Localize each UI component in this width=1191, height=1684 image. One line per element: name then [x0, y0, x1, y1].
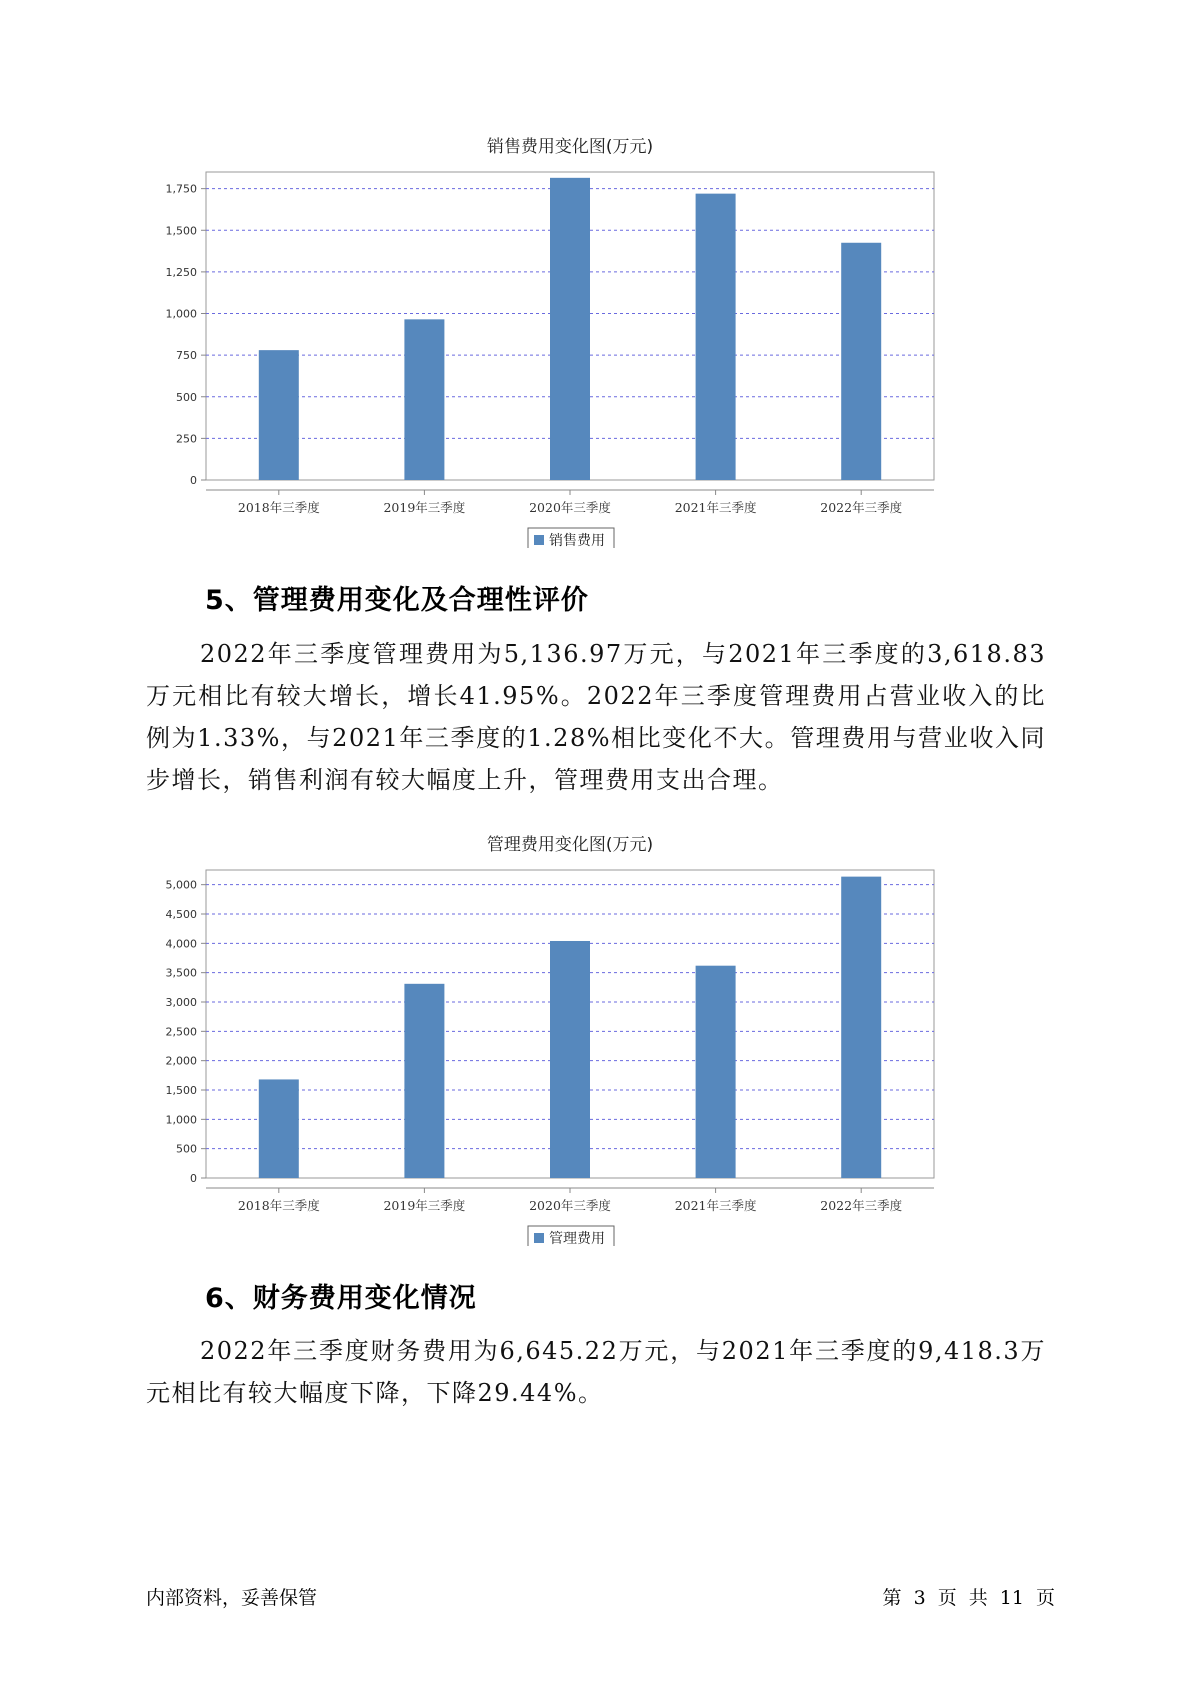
- sales-expense-chart-svg: [150, 128, 1030, 548]
- bar: [404, 319, 444, 480]
- chart-title: 销售费用变化图(万元): [486, 137, 654, 157]
- y-tick-label: 250: [176, 432, 197, 446]
- y-tick-label: 500: [176, 390, 197, 404]
- admin-expense-chart: [150, 826, 1030, 1246]
- bar: [841, 877, 881, 1178]
- x-tick-label: 2021年三季度: [674, 1198, 757, 1213]
- legend-swatch: [534, 535, 544, 545]
- legend-swatch: [534, 1233, 544, 1243]
- y-tick-label: 0: [190, 1172, 197, 1185]
- y-tick-label: 2,500: [165, 1025, 197, 1039]
- x-tick-label: 2018年三季度: [237, 500, 320, 515]
- y-tick-label: 1,000: [165, 307, 197, 321]
- bar: [259, 1079, 299, 1178]
- x-tick-label: 2019年三季度: [383, 500, 466, 515]
- y-tick-label: 1,750: [165, 182, 197, 196]
- section-5-heading: 5、管理费用变化及合理性评价: [205, 585, 589, 616]
- chart-title: 管理费用变化图(万元): [486, 835, 654, 855]
- x-tick-label: 2020年三季度: [529, 500, 611, 515]
- admin-expense-chart-svg: [150, 826, 1030, 1246]
- y-tick-label: 750: [176, 349, 197, 363]
- bar: [404, 984, 444, 1178]
- y-tick-label: 3,500: [165, 966, 197, 980]
- y-tick-label: 1,000: [165, 1113, 197, 1127]
- y-tick-label: 2,000: [165, 1054, 197, 1068]
- bar: [550, 941, 590, 1178]
- x-tick-label: 2019年三季度: [383, 1198, 466, 1213]
- bar: [696, 194, 736, 480]
- y-tick-label: 1,500: [165, 224, 197, 238]
- y-tick-label: 0: [190, 474, 197, 487]
- section-6-paragraph: 2022年三季度财务费用为6,645.22万元，与2021年三季度的9,418.3万元相比有较大幅度下降，下降29.44%。: [146, 1337, 1046, 1407]
- section-6-heading: 6、财务费用变化情况: [205, 1283, 477, 1314]
- bar: [259, 350, 299, 480]
- y-tick-label: 500: [176, 1142, 197, 1156]
- y-tick-label: 4,500: [165, 908, 197, 921]
- x-tick-label: 2021年三季度: [674, 500, 757, 515]
- x-tick-label: 2018年三季度: [237, 1198, 320, 1213]
- legend-label: 管理费用: [549, 1231, 605, 1246]
- y-tick-label: 5,000: [165, 878, 197, 892]
- x-tick-label: 2022年三季度: [820, 1198, 903, 1213]
- sales-expense-chart: [150, 128, 1030, 548]
- legend-label: 销售费用: [549, 533, 605, 548]
- bar: [550, 178, 590, 480]
- y-tick-label: 1,250: [165, 265, 197, 279]
- footer-page-number: 第 3 页 共 11 页: [882, 1587, 1055, 1609]
- section-5-paragraph: 2022年三季度管理费用为5,136.97万元，与2021年三季度的3,618.83万元相比有较大增长，增长41.95%。2022年三季度管理费用占营业收入的比例为1.33%，与2021年三季度的1.28%相比变化不大。管理费用与营业收入同步增长，销售利润有较大幅度上升，管理费用支出合理。: [146, 640, 1046, 794]
- y-tick-label: 1,500: [165, 1084, 197, 1097]
- bar: [841, 243, 881, 480]
- bar: [696, 966, 736, 1178]
- x-tick-label: 2020年三季度: [529, 1198, 611, 1213]
- y-tick-label: 4,000: [165, 937, 197, 951]
- y-tick-label: 3,000: [165, 996, 197, 1009]
- x-tick-label: 2022年三季度: [820, 500, 903, 515]
- footer-confidential-note: 内部资料，妥善保管: [146, 1587, 318, 1609]
